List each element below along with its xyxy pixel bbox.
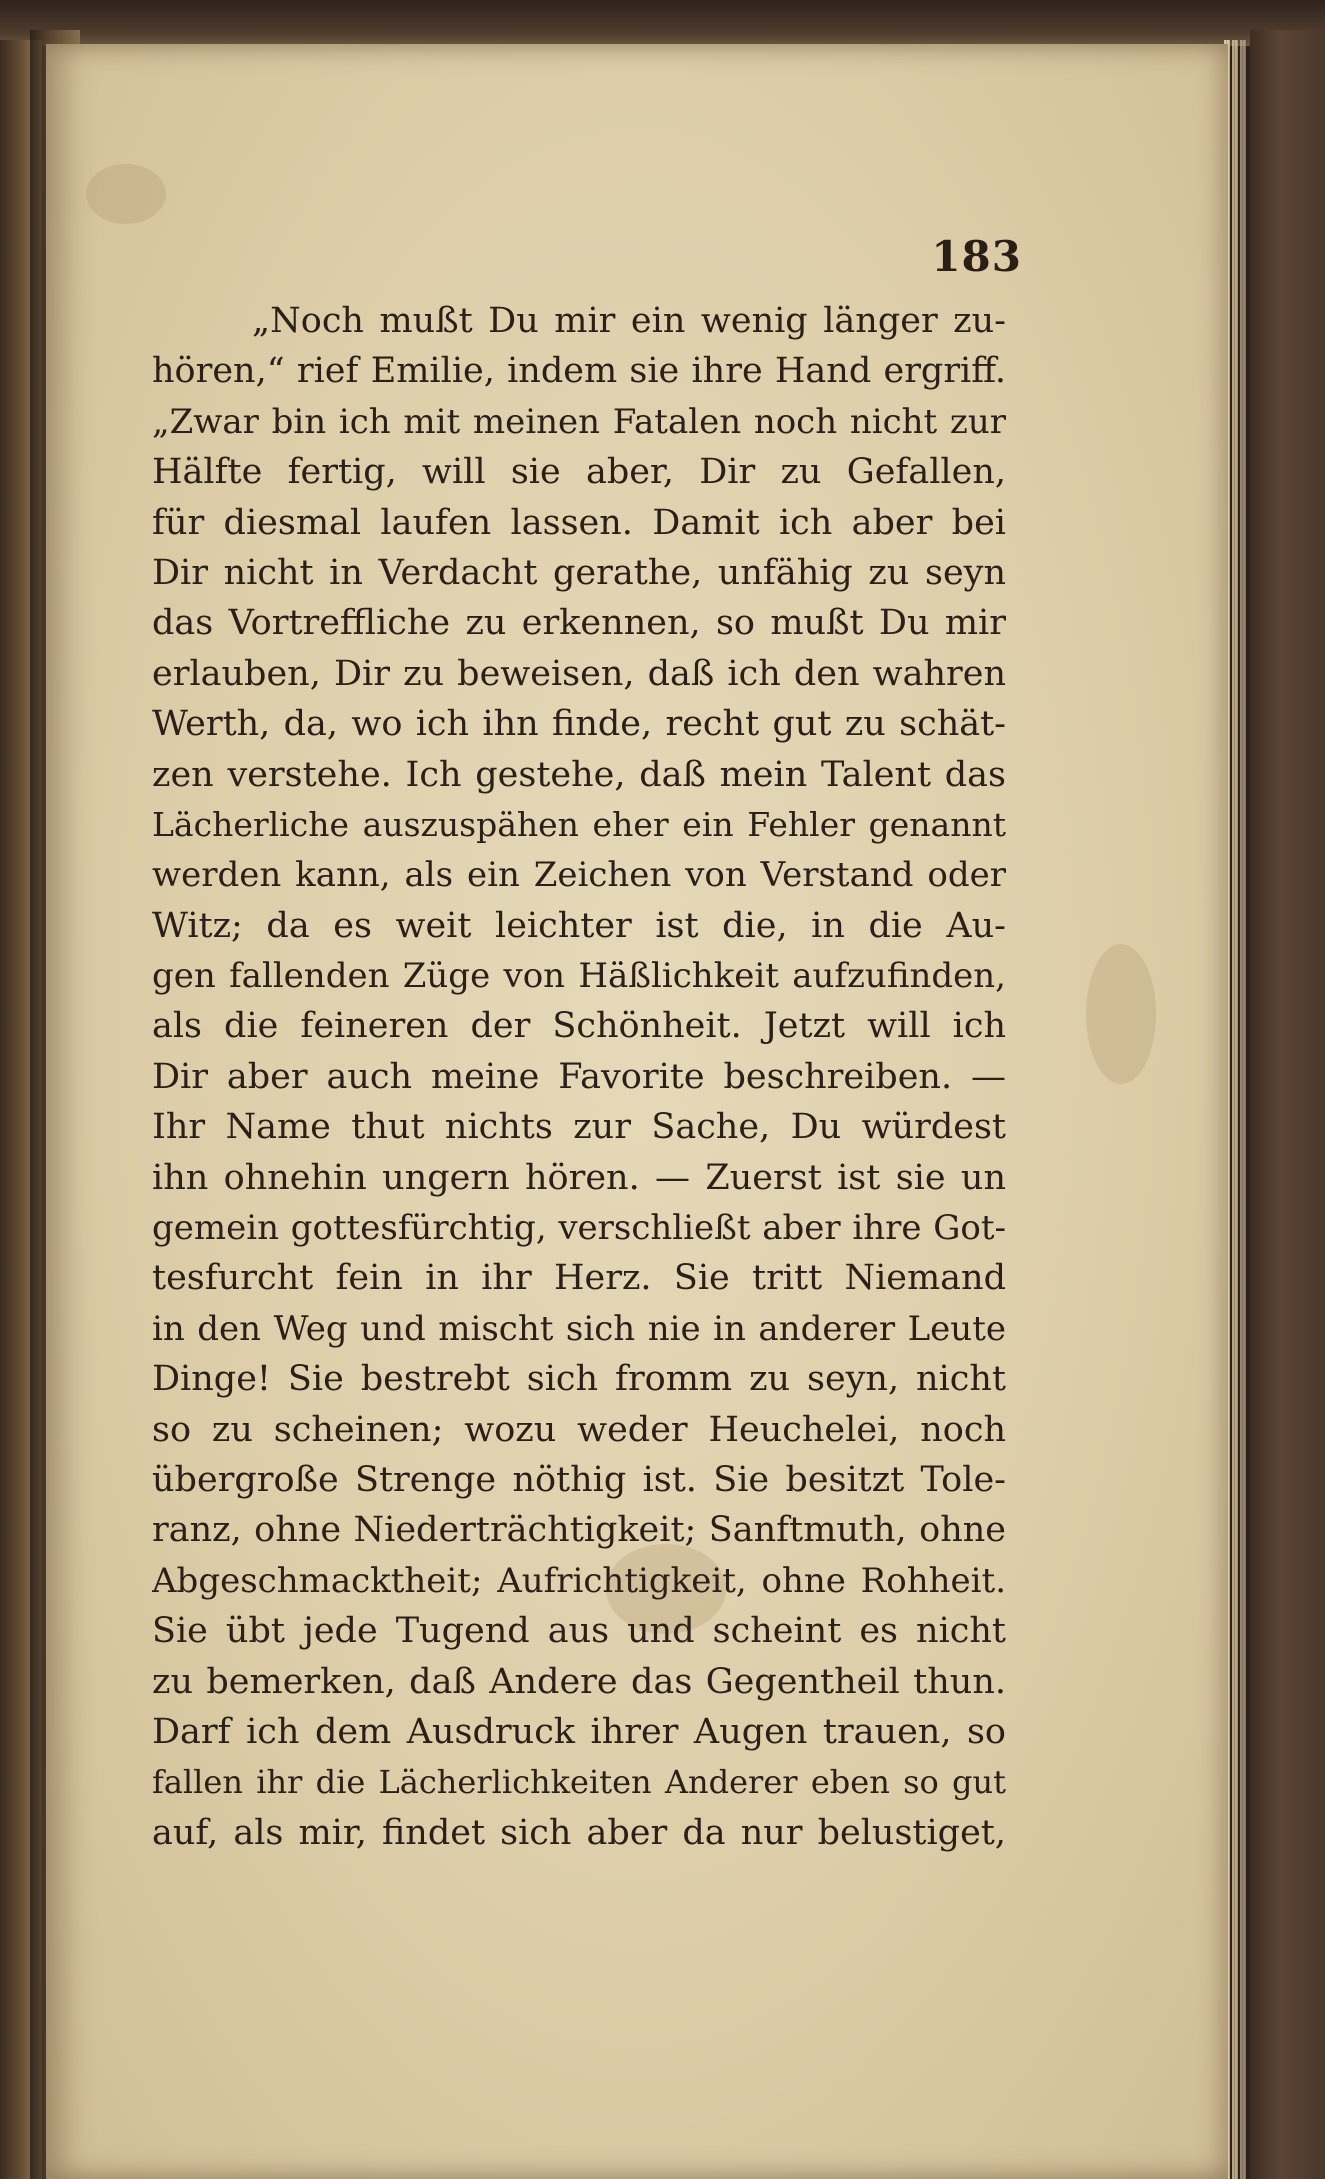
text-line: übergroße Strenge nöthig ist. Sie besitzt Tole-: [152, 1459, 1006, 1500]
paper-stain: [1086, 944, 1156, 1084]
text-line: ihn ohnehin ungern hören. — Zuerst ist sie un: [152, 1157, 1006, 1198]
text-line: „Noch mußt Du mir ein wenig länger zu-: [252, 301, 1006, 341]
text-line: zen verstehe. Ich gestehe, daß mein Talent das: [152, 754, 1006, 795]
text-line: Dir nicht in Verdacht gerathe, unfähig zu seyn: [152, 552, 1006, 593]
text-line: Werth, da, wo ich ihn finde, recht gut zu schät-: [152, 704, 1006, 745]
text-line: Dir aber auch meine Favorite beschreiben. —: [152, 1056, 1006, 1097]
text-line: gen fallenden Züge von Häßlichkeit aufzufinden,: [152, 956, 1006, 997]
book-cover-right: [1250, 30, 1325, 2179]
text-line: zu bemerken, daß Andere das Gegentheil thun.: [152, 1661, 1006, 1702]
text-line: ranz, ohne Niederträchtigkeit; Sanftmuth, ohne: [152, 1510, 1006, 1551]
text-line: in den Weg und mischt sich nie in anderer Leute: [152, 1308, 1006, 1349]
text-line: Ihr Name thut nichts zur Sache, Du würdest: [152, 1107, 1006, 1148]
text-line: Abgeschmacktheit; Aufrichtigkeit, ohne Rohheit.: [152, 1560, 1006, 1601]
text-line: Hälfte fertig, will sie aber, Dir zu Gefallen,: [152, 452, 1006, 493]
text-line: so zu scheinen; wozu weder Heuchelei, noch: [152, 1409, 1006, 1450]
text-line: das Vortreffliche zu erkennen, so mußt Du mir: [152, 603, 1006, 644]
text-line: gemein gottesfürchtig, verschließt aber ihre Got-: [152, 1208, 1006, 1249]
page-number: 183: [931, 232, 1022, 281]
text-line: Sie übt jede Tugend aus und scheint es nicht: [152, 1611, 1006, 1652]
text-line: Witz; da es weit leichter ist die, in die Au-: [152, 905, 1006, 946]
text-line: für diesmal laufen lassen. Damit ich aber bei: [152, 502, 1006, 543]
text-line: als die feineren der Schönheit. Jetzt will ich: [152, 1006, 1006, 1047]
text-line: fallen ihr die Lächerlichkeiten Anderer eben so gut: [152, 1763, 1006, 1802]
text-line: tesfurcht fein in ihr Herz. Sie tritt Niemand: [152, 1258, 1006, 1299]
text-line: Darf ich dem Ausdruck ihrer Augen trauen, so: [152, 1711, 1006, 1752]
paper-stain: [86, 164, 166, 224]
text-line: auf, als mir, findet sich aber da nur belustiget,: [152, 1812, 1006, 1853]
page-body-text: [152, 296, 1006, 1858]
text-line: Lächerliche auszuspähen eher ein Fehler genannt: [152, 804, 1006, 844]
page-block-edge: [1232, 40, 1238, 2179]
text-line: „Zwar bin ich mit meinen Fatalen noch nicht zur: [152, 401, 1006, 442]
text-line: erlauben, Dir zu beweisen, daß ich den wahren: [152, 653, 1006, 694]
text-line: werden kann, als ein Zeichen von Verstand oder: [152, 855, 1006, 896]
text-line: Dinge! Sie bestrebt sich fromm zu seyn, nicht: [152, 1359, 1006, 1400]
page-block-edge: [1240, 40, 1246, 2179]
book-cover-top: [0, 0, 1325, 46]
text-line: hören,“ rief Emilie, indem sie ihre Hand ergriff.: [152, 351, 1006, 392]
